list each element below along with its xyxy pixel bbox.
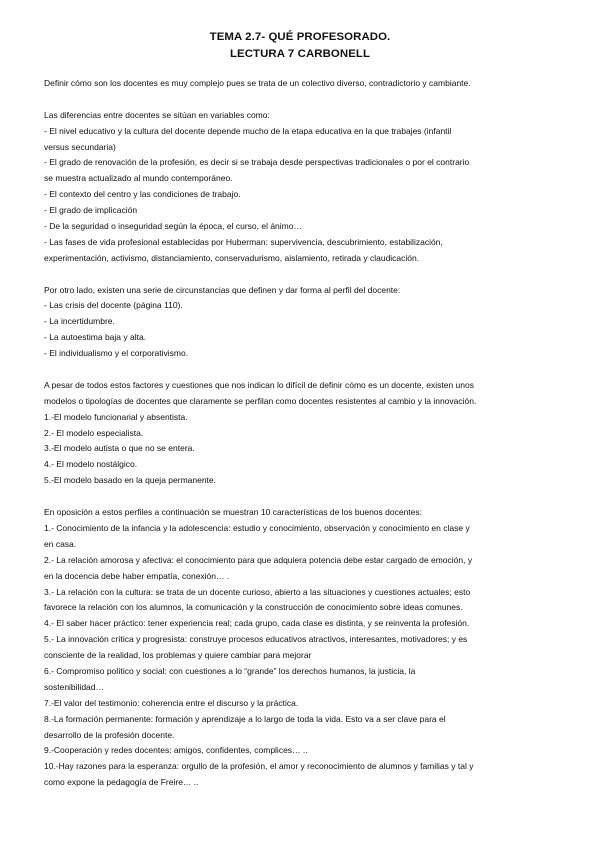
paragraph-gap	[44, 267, 560, 283]
text-line: 7.-El valor del testimonio: coherencia entre el discurso y la práctica.	[44, 697, 299, 708]
text-line: 9.-Cooperación y redes docentes: amigos, confidentes, complices… ..	[44, 745, 308, 756]
text-line: en la docencia debe haber empatía, conexión… .	[44, 570, 230, 581]
document-subtitle: LECTURA 7 CARBONELL	[229, 48, 371, 60]
text-line: sostenibilidad…	[44, 681, 105, 692]
paragraph	[44, 505, 560, 791]
text-line: versus secundaria)	[44, 141, 116, 152]
text-line: Definir cómo son los docentes es muy complejo pues se trata de un colectivo diverso, contradictorio y cambiante.	[44, 78, 471, 88]
text-line: - De la seguridad o inseguridad según la época, el curso, el ánimo…	[44, 221, 302, 232]
text-line: 2.- La relación amorosa y afectiva: el conocimiento para que adquiera potencia debe estar cargado de emoción, y	[44, 554, 473, 565]
paragraph	[44, 108, 560, 267]
text-line: - El contexto del centro y las condiciones de trabajo.	[44, 189, 241, 200]
text-line: - La autoestima baja y alta.	[44, 332, 147, 343]
text-line: - El grado de renovación de la profesión, es decir si se trabaja desde perspectivas tradicionales o por el contrario	[44, 157, 470, 168]
text-line: 10.-Hay razones para la esperanza: orgullo de la profesión, el amor y reconocimiento de alumnos y familias y tal y	[44, 761, 474, 772]
text-line: En oposición a estos perfiles a continuación se muestran 10 características de los buenos docentes:	[44, 507, 422, 518]
text-line: Por otro lado, existen una serie de circunstancias que definen y dar forma al perfil del docente:	[44, 284, 401, 295]
text-line: modelos o tipologías de docentes que claramente se perfilan como docentes resistentes al cambio y la innovación.	[44, 395, 477, 406]
text-line: - El individualismo y el corporativismo.	[44, 348, 189, 359]
text-line: Las diferencias entre docentes se sitúan en variables como:	[44, 109, 270, 120]
text-line: 5.- La innovación crítica y progresista: construye procesos educativos atractivos, interesantes, motivadores; y es	[44, 634, 468, 645]
text-line: 5.-El modelo basado en la queja permanente.	[44, 475, 217, 486]
text-line: 3.-El modelo autista o que no se entera.	[44, 443, 195, 454]
text-line: - El nivel educativo y la cultura del docente depende mucho de la etapa educativa en la que trabajes (infantil	[44, 125, 452, 136]
text-line: 1.-El modelo funcionarial y absentista.	[44, 411, 188, 422]
document-title: TEMA 2.7- QUÉ PROFESORADO.	[209, 31, 391, 43]
text-line: consciente de la realidad, los problemas y quiere cambiar para mejorar	[44, 650, 312, 661]
text-line: en casa.	[44, 538, 77, 549]
paragraph	[44, 283, 560, 362]
text-line: desarrollo de la profesión docente.	[44, 729, 175, 740]
paragraph	[44, 76, 560, 92]
text-line: experimentación, activismo, distanciamiento, conservadurismo, aislamiento, retirada y claudicación.	[44, 252, 420, 263]
text-line: 2.- El modelo especialista.	[44, 427, 144, 438]
paragraph-gap	[44, 489, 560, 505]
paragraph	[44, 378, 560, 489]
text-line: como expone la pedagogía de Freire… ..	[44, 777, 199, 788]
paragraph-gap	[44, 92, 560, 108]
text-line: se muestra actualizado al mundo contemporáneo.	[44, 173, 233, 184]
text-line: - Las fases de vida profesional establecidas por Huberman: supervivencia, descubrimiento, estabilización,	[44, 236, 443, 247]
text-line: - Las crisis del docente (página 110).	[44, 300, 183, 311]
text-line: 6.- Compromiso político y social: con cuestiones a lo “grande” los derechos humanos, la justicia, la	[44, 665, 416, 676]
text-line: - El grado de implicación	[44, 205, 138, 216]
text-line: 1.- Conocimiento de la infancia y la adolescencia: estudio y conocimiento, observación y conocimiento en clase y	[44, 522, 470, 533]
text-line: 8.-La formación permanente: formación y aprendizaje a lo largo de toda la vida. Esto va a ser clave para el	[44, 713, 446, 724]
paragraph-gap	[44, 362, 560, 378]
text-line: favorece la relación con los alumnos, la comunicación y la construcción de conocimiento sobre ideas comunes.	[44, 602, 463, 613]
text-line: 4.- El saber hacer práctico: tener experiencia real; cada grupo, cada clase es distinta, y se reinventa la profesión.	[44, 618, 470, 629]
text-line: - La incertidumbre.	[44, 316, 115, 327]
document-body	[44, 76, 560, 791]
text-line: A pesar de todos estos factores y cuestiones que nos indican lo difícil de definir cómo es un docente, existen unos	[44, 379, 474, 390]
text-line: 3.- La relación con la cultura: se trata de un docente curioso, abierto a las situaciones y cuestiones actuales; esto	[44, 586, 471, 597]
text-line: 4.- El modelo nostálgico.	[44, 459, 138, 470]
